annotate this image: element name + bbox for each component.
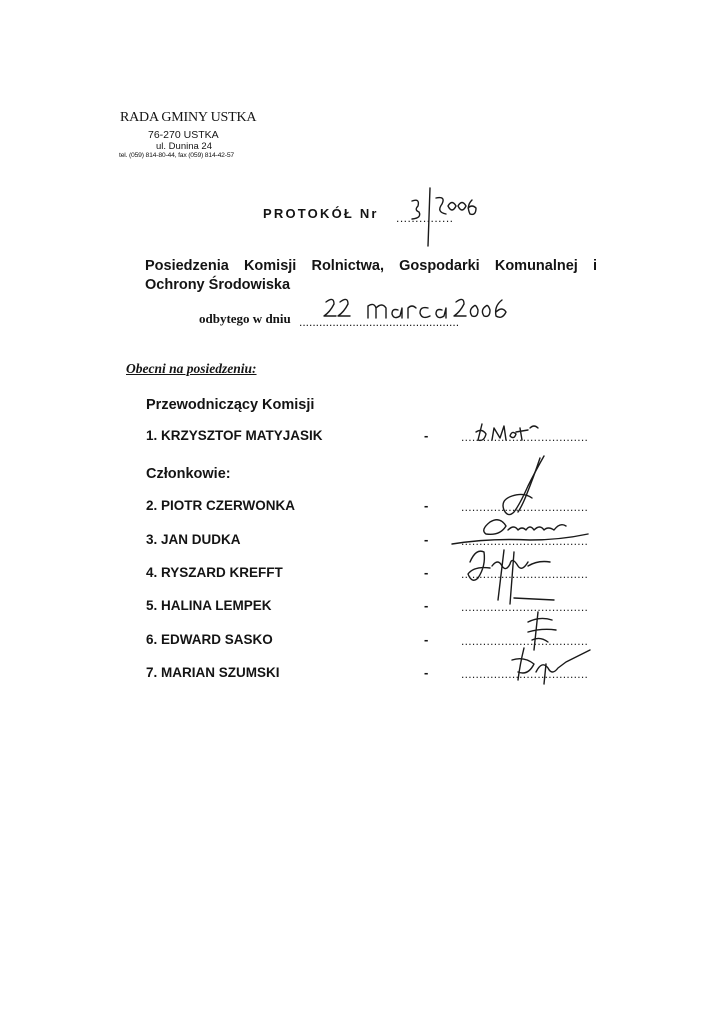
- signature-2: [503, 456, 544, 515]
- subject-word: i: [592, 258, 597, 274]
- protocol-number-dots: ...............: [396, 211, 454, 225]
- attendee-dash: -: [424, 598, 429, 613]
- signature-line: ...................................: [461, 667, 589, 681]
- subject-word: Komisji: [243, 258, 297, 274]
- signature-7: [512, 648, 590, 684]
- attendee-dash: -: [424, 498, 429, 513]
- attendee-dash: -: [424, 428, 429, 443]
- held-on-label: odbytego w dniu: [199, 311, 291, 326]
- signature-4: [468, 550, 554, 604]
- handwritten-protocol-number: [412, 198, 476, 219]
- signature-1: [476, 424, 538, 440]
- subject-line-2: Ochrony Środowiska: [145, 277, 291, 293]
- members-heading: Członkowie:: [146, 466, 231, 482]
- subject-word: Gospodarki: [399, 258, 480, 274]
- signature-3: [452, 520, 588, 544]
- present-heading: Obecni na posiedzeniu:: [126, 361, 257, 376]
- attendee-dash: -: [424, 632, 429, 647]
- signature-6: [528, 612, 556, 650]
- attendee-name: 2. PIOTR CZERWONKA: [146, 498, 296, 513]
- ink-mark: [428, 188, 430, 246]
- attendee-name: 4. RYSZARD KREFFT: [146, 565, 283, 580]
- signature-line: ...................................: [461, 600, 589, 614]
- subject-word: Komunalnej: [494, 258, 578, 274]
- attendee-name: 7. MARIAN SZUMSKI: [146, 665, 280, 680]
- signature-line: ...................................: [461, 534, 589, 548]
- attendee-dash: -: [424, 565, 429, 580]
- signature-line: ...................................: [461, 634, 589, 648]
- attendee-name: 5. HALINA LEMPEK: [146, 598, 272, 613]
- attendee-name: 6. EDWARD SASKO: [146, 632, 273, 647]
- letterhead-contact: tel. (059) 814-80-44, fax (059) 814-42-57: [119, 152, 234, 159]
- protocol-title: PROTOKÓŁ Nr: [263, 206, 379, 221]
- letterhead-street: ul. Dunina 24: [156, 141, 212, 152]
- attendee-dash: -: [424, 665, 429, 680]
- signature-line: ...................................: [461, 567, 589, 581]
- signature-line: ...................................: [461, 430, 589, 444]
- attendee-dash: -: [424, 532, 429, 547]
- subject-word: Rolnictwa,: [311, 258, 384, 274]
- letterhead-postal: 76-270 USTKA: [148, 129, 219, 141]
- handwritten-date: [324, 299, 506, 318]
- chair-heading: Przewodniczący Komisji: [146, 397, 315, 413]
- letterhead-name: RADA GMINY USTKA: [120, 110, 257, 125]
- subject-word: Posiedzenia: [145, 258, 229, 274]
- held-on-dots: ................................................: [299, 315, 460, 329]
- attendee-name: 1. KRZYSZTOF MATYJASIK: [146, 428, 323, 443]
- signature-line: ...................................: [461, 500, 589, 514]
- attendee-name: 3. JAN DUDKA: [146, 532, 241, 547]
